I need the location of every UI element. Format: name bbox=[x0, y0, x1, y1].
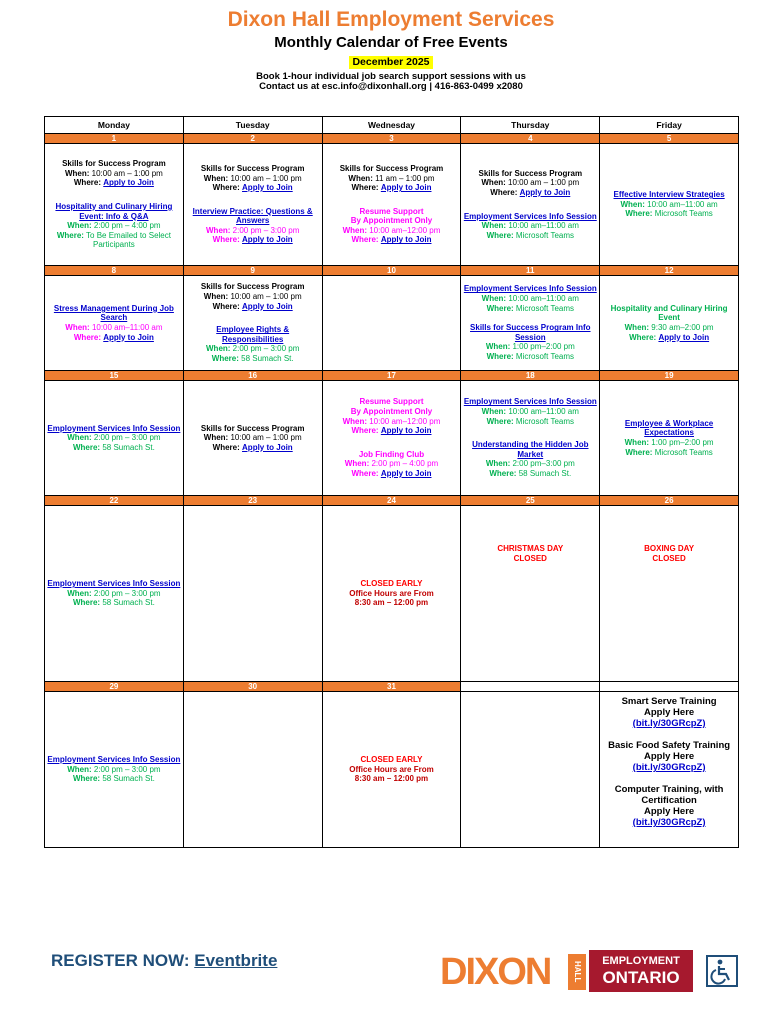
when-label: When: bbox=[485, 342, 511, 352]
event-title: Resume Support bbox=[359, 397, 424, 407]
closure-title: CLOSED EARLY bbox=[360, 755, 423, 765]
office-hours-times: 8:30 am – 12:00 pm bbox=[354, 774, 429, 784]
event-location: To Be Emailed to Select Participants bbox=[86, 230, 171, 250]
date-cell: 18 bbox=[461, 371, 600, 381]
when-label: When: bbox=[624, 323, 650, 332]
training-cell bbox=[600, 692, 739, 848]
employment-ontario-logo bbox=[589, 950, 693, 992]
where-label: Where: bbox=[212, 301, 240, 311]
event-time: 10:00 am – 1:00 pm bbox=[508, 178, 580, 188]
date-cell: 10 bbox=[322, 266, 461, 276]
date-cell: 2 bbox=[183, 134, 322, 144]
event bbox=[463, 212, 597, 241]
event bbox=[47, 755, 181, 784]
event-time: 1:00 pm–2:00 pm bbox=[651, 438, 714, 447]
event-time: 10:00 am–11:00 am bbox=[508, 221, 579, 231]
where-label: Where: bbox=[625, 447, 653, 457]
where-label: Where: bbox=[212, 183, 240, 193]
where-label: Where: bbox=[212, 442, 240, 452]
day-cell-dec-26 bbox=[600, 506, 739, 682]
day-cell-dec-31 bbox=[322, 692, 461, 848]
holiday-name: CHRISTMAS DAY bbox=[497, 544, 564, 553]
eo-line1: EMPLOYMENT bbox=[602, 955, 680, 967]
apply-link[interactable]: Apply to Join bbox=[380, 235, 432, 245]
where-label: Where: bbox=[56, 230, 84, 240]
event-note: By Appointment Only bbox=[350, 407, 433, 417]
when-label: When: bbox=[481, 294, 507, 304]
week-row bbox=[45, 276, 739, 371]
training-item bbox=[600, 784, 738, 828]
event-title-link[interactable]: Employment Services Info Session bbox=[463, 397, 597, 407]
week-row bbox=[45, 506, 739, 682]
when-label: When: bbox=[342, 416, 367, 426]
closure-notice bbox=[325, 755, 459, 784]
where-label: Where: bbox=[486, 303, 514, 313]
event-location: Microsoft Teams bbox=[515, 416, 575, 426]
where-label: Where: bbox=[351, 468, 379, 478]
apply-link[interactable]: Apply to Join bbox=[242, 301, 293, 311]
event-title-link[interactable]: Employee Rights & Responsibilities bbox=[216, 325, 290, 344]
dixon-logo: DIXON bbox=[440, 951, 551, 993]
date-cell: 26 bbox=[600, 496, 739, 506]
event-time: 10:00 am–11:00 am bbox=[508, 407, 579, 417]
apply-link[interactable]: Apply to Join bbox=[658, 332, 710, 342]
day-cell-dec-3 bbox=[322, 144, 461, 266]
week-row bbox=[45, 381, 739, 496]
when-label: When: bbox=[620, 199, 645, 209]
training-link[interactable]: (bit.ly/30GRcpZ) bbox=[632, 817, 706, 828]
date-row bbox=[45, 266, 739, 276]
date-cell: 11 bbox=[461, 266, 600, 276]
event bbox=[47, 579, 181, 608]
training-link[interactable]: (bit.ly/30GRcpZ) bbox=[632, 762, 706, 773]
date-cell: 9 bbox=[183, 266, 322, 276]
date-cell: 5 bbox=[600, 134, 739, 144]
apply-link[interactable]: Apply to Join bbox=[242, 235, 293, 245]
where-label: Where: bbox=[212, 235, 240, 245]
register-label: REGISTER NOW: bbox=[51, 951, 190, 970]
apply-link[interactable]: Apply to Join bbox=[242, 442, 293, 452]
day-cell-dec-25 bbox=[461, 506, 600, 682]
event-title: Skills for Success Program bbox=[478, 168, 583, 178]
holiday-status: CLOSED bbox=[652, 553, 686, 563]
where-label: Where: bbox=[351, 235, 379, 245]
event-time: 10:00 am – 1:00 pm bbox=[91, 168, 163, 178]
event bbox=[47, 159, 181, 188]
when-label: When: bbox=[65, 323, 90, 332]
date-cell: 22 bbox=[45, 496, 184, 506]
month-banner bbox=[0, 52, 782, 70]
contact-info: Contact us at esc.info@dixonhall.org | 416-863-0499 x2080 bbox=[259, 81, 523, 92]
event bbox=[47, 304, 181, 342]
event bbox=[463, 169, 597, 198]
apply-here-label: Apply Here bbox=[644, 806, 695, 817]
event-time: 10:00 am–11:00 am bbox=[647, 199, 718, 209]
event-time: 10:00 am – 1:00 pm bbox=[230, 173, 302, 183]
training-title: Basic Food Safety Training bbox=[608, 740, 731, 751]
where-label: Where: bbox=[211, 353, 239, 363]
event-title-link[interactable]: Skills for Success Program Info Session bbox=[470, 323, 591, 342]
event-time: 10:00 am – 1:00 pm bbox=[230, 433, 302, 443]
event-title-link[interactable]: Effective Interview Strategies bbox=[613, 190, 725, 200]
apply-here-label: Apply Here bbox=[644, 751, 695, 762]
date-cell: 8 bbox=[45, 266, 184, 276]
when-label: When: bbox=[67, 433, 92, 443]
training-title: Computer Training, with Certification bbox=[614, 784, 724, 806]
date-cell: 16 bbox=[183, 371, 322, 381]
event-time: 2:00 pm – 4:00 pm bbox=[371, 459, 439, 469]
day-cell-dec-5 bbox=[600, 144, 739, 266]
day-cell-dec-9 bbox=[183, 276, 322, 371]
hall-logo: HALL bbox=[568, 954, 586, 990]
event-title: Resume Support bbox=[359, 206, 424, 216]
event-location: Microsoft Teams bbox=[515, 303, 575, 313]
day-cell-dec-18 bbox=[461, 381, 600, 496]
closure-notice bbox=[325, 579, 459, 608]
where-label: Where: bbox=[629, 332, 657, 342]
event-title-link[interactable]: Stress Management During Job Search bbox=[53, 303, 174, 323]
event bbox=[186, 424, 320, 453]
event-location: Microsoft Teams bbox=[515, 230, 575, 240]
day-cell-dec-17 bbox=[322, 381, 461, 496]
day-cell-dec-30 bbox=[183, 692, 322, 848]
event-time: 10:00 am–12:00 pm bbox=[369, 416, 441, 426]
event-time: 10:00 am – 1:00 pm bbox=[230, 292, 302, 302]
day-cell-dec-1 bbox=[45, 144, 184, 266]
where-label: Where: bbox=[486, 416, 514, 426]
date-row bbox=[45, 134, 739, 144]
event-location: 58 Sumach St. bbox=[518, 468, 572, 478]
booking-info: Book 1-hour individual job search support sessions with us bbox=[256, 71, 526, 82]
when-label: When: bbox=[203, 292, 229, 302]
event bbox=[602, 190, 736, 219]
holiday-status: CLOSED bbox=[513, 553, 547, 563]
weekday-friday: Friday bbox=[600, 117, 739, 134]
date-row bbox=[45, 496, 739, 506]
date-cell: 1 bbox=[45, 134, 184, 144]
where-label: Where: bbox=[72, 442, 101, 452]
event-title: Skills for Success Program bbox=[200, 423, 305, 433]
when-label: When: bbox=[481, 178, 506, 188]
when-label: When: bbox=[481, 221, 507, 231]
apply-link[interactable]: Apply to Join bbox=[103, 178, 154, 188]
office-hours-label: Office Hours are From bbox=[349, 588, 434, 598]
event-time: 2:00 pm – 4:00 pm bbox=[93, 221, 161, 231]
event bbox=[186, 282, 320, 311]
training-item bbox=[600, 696, 738, 729]
event-time: 2:00 pm–3:00 pm bbox=[512, 459, 575, 469]
apply-link[interactable]: Apply to Join bbox=[380, 468, 432, 478]
day-cell-dec-23 bbox=[183, 506, 322, 682]
event-time: 2:00 pm – 3:00 pm bbox=[93, 588, 161, 598]
event-location: 58 Sumach St. bbox=[102, 774, 155, 784]
where-label: Where: bbox=[351, 426, 379, 436]
training-item bbox=[600, 740, 738, 773]
where-label: Where: bbox=[489, 468, 517, 478]
date-cell: 15 bbox=[45, 371, 184, 381]
event-title-link[interactable]: Interview Practice: Questions & Answers bbox=[192, 206, 313, 226]
event bbox=[325, 207, 459, 245]
event-location: Microsoft Teams bbox=[654, 209, 713, 219]
when-label: When: bbox=[481, 407, 507, 417]
wheelchair-icon bbox=[706, 955, 738, 987]
event-time: 10:00 am–12:00 pm bbox=[369, 225, 441, 235]
date-cell-empty bbox=[461, 682, 600, 692]
day-cell-dec-15 bbox=[45, 381, 184, 496]
day-cell-dec-22 bbox=[45, 506, 184, 682]
event bbox=[325, 164, 459, 193]
day-cell-dec-16 bbox=[183, 381, 322, 496]
week-row bbox=[45, 692, 739, 848]
date-cell: 3 bbox=[322, 134, 461, 144]
event-title: Skills for Success Program bbox=[200, 163, 305, 173]
calendar-table bbox=[44, 116, 739, 848]
apply-link[interactable]: Apply to Join bbox=[380, 183, 432, 193]
apply-link[interactable]: Apply to Join bbox=[103, 332, 154, 342]
event-title-link[interactable]: Employment Services Info Session bbox=[47, 423, 181, 433]
organization-title: Dixon Hall Employment Services bbox=[227, 8, 555, 31]
event-location: 58 Sumach St. bbox=[241, 353, 294, 363]
day-cell-dec-2 bbox=[183, 144, 322, 266]
event bbox=[602, 304, 736, 342]
date-row bbox=[45, 682, 739, 692]
when-label: When: bbox=[206, 344, 231, 354]
office-hours-times: 8:30 am – 12:00 pm bbox=[354, 598, 429, 608]
eventbrite-link[interactable]: Eventbrite bbox=[194, 951, 278, 970]
where-label: Where: bbox=[72, 774, 101, 784]
date-row bbox=[45, 371, 739, 381]
event-location: Microsoft Teams bbox=[515, 351, 575, 361]
event-title-link[interactable]: Employee & Workplace Expectations bbox=[624, 418, 714, 438]
where-label: Where: bbox=[72, 598, 101, 608]
event-title-link[interactable]: Employment Services Info Session bbox=[463, 211, 597, 221]
event-time: 10:00 am–11:00 am bbox=[508, 294, 579, 304]
event bbox=[463, 397, 597, 426]
holiday-name: BOXING DAY bbox=[644, 544, 695, 553]
when-label: When: bbox=[344, 459, 370, 469]
date-cell: 17 bbox=[322, 371, 461, 381]
event bbox=[325, 450, 459, 479]
event-time: 10:00 am–11:00 am bbox=[91, 323, 163, 332]
weekday-thursday: Thursday bbox=[461, 117, 600, 134]
event bbox=[186, 325, 320, 363]
eo-line2: ONTARIO bbox=[602, 968, 680, 987]
event-title: Skills for Success Program bbox=[339, 163, 444, 173]
event-title-link[interactable]: Employment Services Info Session bbox=[47, 579, 181, 589]
closure-title: CLOSED EARLY bbox=[360, 579, 423, 589]
event-time: 1:00 pm–2:00 pm bbox=[512, 342, 575, 352]
where-label: Where: bbox=[490, 187, 518, 197]
event bbox=[47, 424, 181, 453]
weekday-wednesday: Wednesday bbox=[322, 117, 461, 134]
day-cell-dec-29 bbox=[45, 692, 184, 848]
event bbox=[47, 202, 181, 250]
when-label: When: bbox=[203, 433, 229, 443]
apply-link[interactable]: Apply to Join bbox=[519, 187, 571, 197]
event bbox=[186, 164, 320, 193]
when-label: When: bbox=[348, 173, 373, 183]
event-location: Microsoft Teams bbox=[654, 447, 713, 457]
apply-here-label: Apply Here bbox=[644, 707, 695, 718]
apply-link[interactable]: Apply to Join bbox=[380, 426, 432, 436]
training-link[interactable]: (bit.ly/30GRcpZ) bbox=[632, 718, 706, 729]
day-cell-dec-11 bbox=[461, 276, 600, 371]
when-label: When: bbox=[203, 173, 229, 183]
where-label: Where: bbox=[486, 351, 514, 361]
event-title-link[interactable]: Understanding the Hidden Job Market bbox=[472, 440, 589, 459]
calendar-subtitle: Monthly Calendar of Free Events bbox=[274, 34, 508, 51]
office-hours-label: Office Hours are From bbox=[349, 764, 434, 774]
event-title-link[interactable]: Employment Services Info Session bbox=[47, 755, 181, 765]
when-label: When: bbox=[67, 588, 92, 598]
day-cell-dec-24 bbox=[322, 506, 461, 682]
event bbox=[325, 397, 459, 435]
training-title: Smart Serve Training bbox=[621, 696, 717, 707]
where-label: Where: bbox=[486, 230, 514, 240]
when-label: When: bbox=[64, 168, 90, 178]
event bbox=[463, 284, 597, 313]
event-location: 58 Sumach St. bbox=[102, 442, 155, 452]
event bbox=[463, 440, 597, 478]
where-label: Where: bbox=[73, 178, 101, 188]
event bbox=[186, 207, 320, 245]
date-cell: 24 bbox=[322, 496, 461, 506]
when-label: When: bbox=[485, 459, 511, 469]
register-now bbox=[51, 951, 277, 971]
event-title: Hospitality and Culinary Hiring Event bbox=[610, 303, 728, 323]
event bbox=[463, 323, 597, 361]
event-title-link[interactable]: Employment Services Info Session bbox=[463, 284, 597, 294]
event-title: Skills for Success Program bbox=[200, 282, 305, 292]
day-cell-dec-10 bbox=[322, 276, 461, 371]
event-time: 9:30 am–2:00 pm bbox=[651, 323, 714, 332]
when-label: When: bbox=[67, 764, 92, 774]
event-location: 58 Sumach St. bbox=[102, 598, 155, 608]
empty-cell bbox=[461, 692, 600, 848]
date-cell: 31 bbox=[322, 682, 461, 692]
day-cell-dec-4 bbox=[461, 144, 600, 266]
event-title-link[interactable]: Hospitality and Culinary Hiring Event: Info & Q&A bbox=[55, 201, 173, 221]
apply-link[interactable]: Apply to Join bbox=[242, 183, 293, 193]
weekday-header-row bbox=[45, 117, 739, 134]
event-time: 11 am – 1:00 pm bbox=[375, 173, 435, 183]
event-title: Job Finding Club bbox=[358, 449, 425, 459]
date-cell-empty bbox=[600, 682, 739, 692]
date-cell: 19 bbox=[600, 371, 739, 381]
day-cell-dec-12 bbox=[600, 276, 739, 371]
where-label: Where: bbox=[73, 332, 101, 342]
weekday-tuesday: Tuesday bbox=[183, 117, 322, 134]
month-label: December 2025 bbox=[349, 56, 432, 69]
date-cell: 23 bbox=[183, 496, 322, 506]
day-cell-dec-8 bbox=[45, 276, 184, 371]
date-cell: 12 bbox=[600, 266, 739, 276]
event bbox=[602, 419, 736, 457]
event-title: Skills for Success Program bbox=[62, 159, 166, 169]
event-note: By Appointment Only bbox=[350, 216, 433, 226]
when-label: When: bbox=[624, 438, 650, 447]
date-cell: 4 bbox=[461, 134, 600, 144]
when-label: When: bbox=[206, 225, 231, 235]
date-cell: 25 bbox=[461, 496, 600, 506]
event-time: 2:00 pm – 3:00 pm bbox=[232, 225, 300, 235]
event-time: 2:00 pm – 3:00 pm bbox=[93, 764, 161, 774]
event-time: 2:00 pm – 3:00 pm bbox=[93, 433, 161, 443]
date-cell: 29 bbox=[45, 682, 184, 692]
day-cell-dec-19 bbox=[600, 381, 739, 496]
date-cell: 30 bbox=[183, 682, 322, 692]
where-label: Where: bbox=[351, 183, 379, 193]
where-label: Where: bbox=[625, 209, 653, 219]
event-time: 2:00 pm – 3:00 pm bbox=[232, 344, 300, 354]
week-row bbox=[45, 144, 739, 266]
when-label: When: bbox=[342, 225, 367, 235]
when-label: When: bbox=[67, 221, 92, 231]
weekday-monday: Monday bbox=[45, 117, 184, 134]
